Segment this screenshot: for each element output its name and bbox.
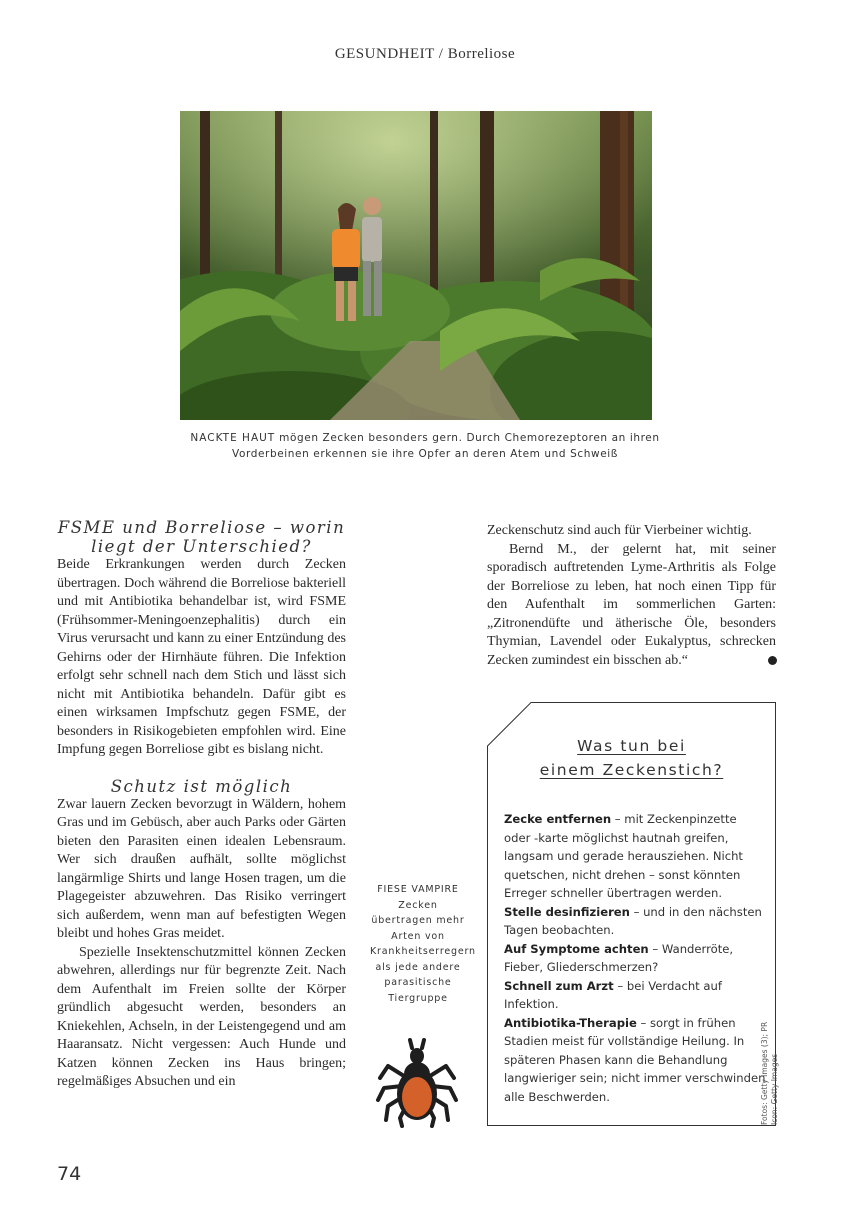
- tick-body-color: [402, 1077, 432, 1117]
- paragraph-repellent: Spezielle Insektenschutzmittel können Zecken abwehren, allerdings nur für begrenzte Zeit. Nach dem Aufenthalt im Freien sollte der Körper gründlich abgesucht werden, besonders an Kniekehlen, Achseln, in der Leistengegend und am Haaransatz. Nicht vergessen: Auch Hunde und Katzen können Zecken ins Haus bringen; regelmäßiges Absuchen und ein: [57, 944, 346, 1089]
- end-mark: [768, 656, 777, 665]
- caption-lead: NACKTE HAUT: [190, 432, 276, 444]
- hikers-photo: [180, 111, 652, 420]
- infobox-text: – und in den nächsten Tagen beobachten.: [504, 904, 762, 937]
- section-header: GESUNDHEIT / Borreliose: [334, 46, 516, 62]
- heading-fsme: FSME und Borreliose – worin liegt der Unterschied?: [57, 518, 346, 556]
- right-column: [487, 522, 776, 670]
- paragraph-difference: Beide Erkrankungen werden durch Zecken übertragen. Doch während die Borreliose bakteriell und mit Antibiotika behandelbar ist, wird FSME (Frühsommer-Meningoenzephalitis) durch ein Virus verursacht und kann zu einer Entzündung des Gehirns oder der Hirnhäute führen. Die Infektion erfolgt sehr schnell nach dem Stich und lässt sich nicht mit Antibiotika behandeln. Dafür gibt es einen wirksamen Impfschutz gegen FSME, der besonders in Risikogebieten empfohlen wird. Eine Impfung gegen Borreliose gibt es bislang nicht.: [57, 557, 346, 757]
- infobox-term: Stelle desinfizieren: [504, 904, 630, 919]
- sidebar-note: [370, 882, 476, 1006]
- sidebar-title: FIESE VAMPIRE: [377, 884, 459, 895]
- infobox-title-line1: Was tun bei: [577, 737, 686, 755]
- tick-icon: [374, 1036, 460, 1128]
- infobox-text: – sorgt in frühen Stadien meist für vollständige Heilung. In späteren Phasen kann die Behandlung langwieriger sein; nicht immer verschwinden alle Beschwerden.: [504, 1015, 766, 1104]
- page-number: 74: [57, 1163, 82, 1185]
- infobox-item: [504, 810, 766, 903]
- paragraph-pets: Zeckenschutz sind auch für Vierbeiner wichtig.: [487, 523, 752, 538]
- credit-line2: Icon: Getty Images: [770, 1053, 779, 1125]
- infobox-item: [504, 1014, 766, 1107]
- infobox-title: [487, 734, 776, 782]
- paragraph-tip: Bernd M., der gelernt hat, mit seiner sporadisch auftretenden Lyme-Arthritis als Folge der Borreliose zu leben, hat noch einen Tipp für den Aufenthalt im sommerlichen Garten: „Zitronendüfte und ätherische Öle, besonders Thymian, Lavendel oder Eukalyptus, schrecken Zecken zumindest ein bisschen ab.“: [487, 541, 776, 668]
- heading-protection: Schutz ist möglich: [110, 776, 293, 796]
- infobox-term: Antibiotika-Therapie: [504, 1015, 637, 1030]
- infobox-text: – mit Zeckenpinzette oder -karte möglichst hautnah greifen, langsam und gerade herausziehen. Nicht quetschen, nicht drehen – sonst könnten Erreger schneller übertragen werden.: [504, 812, 743, 900]
- caption-text: mögen Zecken besonders gern. Durch Chemorezeptoren an ihren Vorderbeinen erkennen sie ihre Opfer an deren Atem und Schweiß: [231, 432, 660, 460]
- infobox-term: Auf Symptome achten: [504, 941, 649, 956]
- infobox-item: [504, 977, 766, 1014]
- forest-hikers-image: [180, 111, 652, 420]
- infobox-term: Schnell zum Arzt: [504, 978, 614, 993]
- infobox-title-line2: einem Zeckenstich?: [539, 761, 724, 779]
- credit-line1: Fotos: Getty Images (3); PR: [760, 1021, 769, 1125]
- infobox-item: [504, 903, 766, 940]
- sidebar-text: Zecken übertragen mehr Arten von Krankheitserregern als jede andere parasitische Tiergruppe: [370, 899, 476, 1004]
- paragraph-habitat: Zwar lauern Zecken bevorzugt in Wäldern, hohem Gras und im Gebüsch, aber auch Parks oder Gärten bieten den Parasiten einen idealen Lebensraum. Wer sich draußen aufhält, sollte möglichst langärmlige Shirts und lange Hosen tragen, um die Plagegeister abzuwehren. Das Risiko verringert sich außerdem, wenn man auf befestigten Wegen bleibt und hohes Gras meidet.: [57, 796, 346, 941]
- photo-caption: [150, 430, 700, 462]
- left-column: [57, 518, 346, 1092]
- infobox-term: Zecke entfernen: [504, 812, 612, 826]
- infobox-text: – Wanderröte, Fieber, Gliederschmerzen?: [504, 941, 734, 974]
- infobox-text: – bei Verdacht auf Infektion.: [504, 978, 722, 1011]
- infobox-item: [504, 940, 766, 977]
- photo-credits: [760, 1022, 780, 1125]
- infobox-body: [504, 810, 766, 1106]
